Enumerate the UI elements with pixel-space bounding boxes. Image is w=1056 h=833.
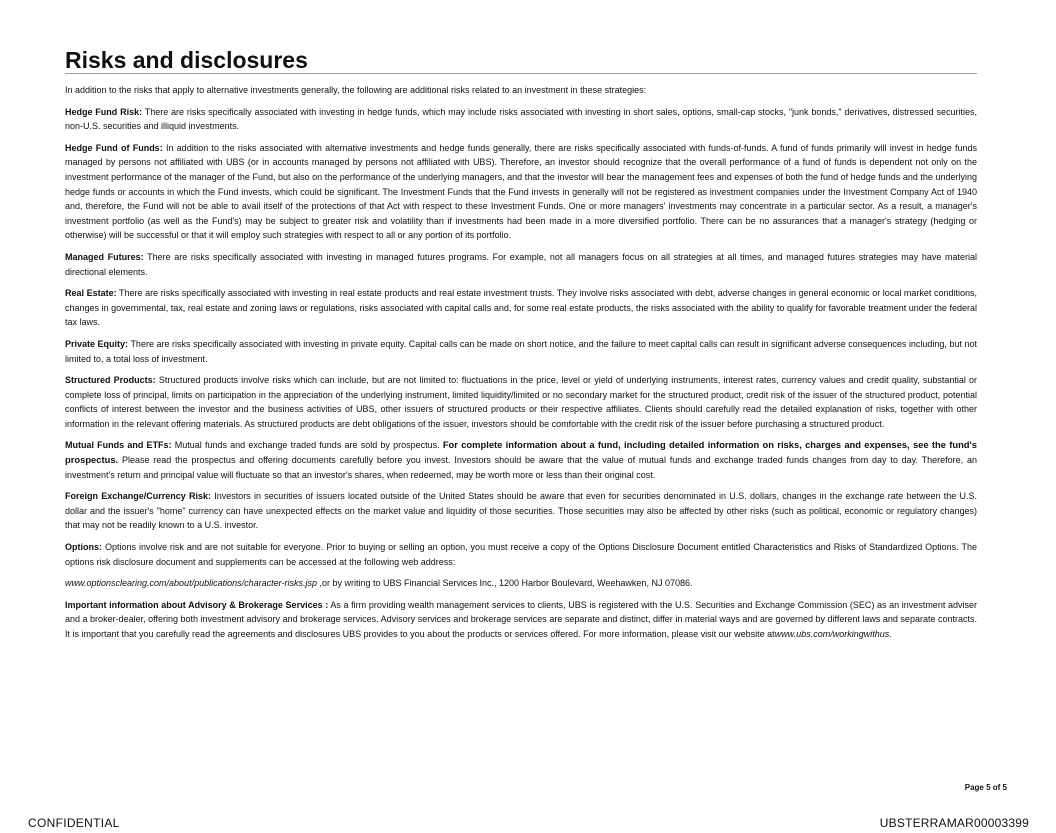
section-heading: Hedge Fund of Funds: — [65, 142, 163, 153]
intro-paragraph: In addition to the risks that apply to alternative investments generally, the following are additional risks related to an investment in these strategies: — [65, 85, 647, 95]
fx-risk-paragraph — [65, 489, 977, 533]
section-text: There are risks specifically associated with investing in hedge funds, which may include risks associated with investing in short sales, options, small-cap stocks, "junk bonds," derivatives, distressed securities, non-U.S. securities and illiquid investments. — [65, 106, 977, 132]
confidential-label: CONFIDENTIAL — [28, 816, 120, 830]
prospectus-emphasis: For complete information about a fund, including detailed information on risks, charges and expenses, see the fund's prospectus. — [65, 439, 977, 466]
section-text: In addition to the risks associated with alternative investments and hedge funds generally, there are risks specifically associated with funds-of-funds. A fund of funds primarily will invest in hedge funds managed by persons not affiliated with UBS (or in accounts managed by persons not affiliated with UBS). Therefore, an investor should recognize that the overall performance of a fund of funds is dependent not only on the investment performance of the manager of the Fund, but also on the performance of the underlying managers, and that the investor will bear the management fees and expenses of both the fund of hedge funds and the underlying hedge funds or accounts in which the Fund invests, which could be significant. The Investment Funds that the Fund invests in generally will not be registered as investment companies under the Investment Company Act of 1940 and, therefore, the Fund will not be able to avail itself of the protections of that Act with respect to these Investment Funds. One or more managers' investments may concentrate in a particular sector. As a result, a manager's investment portfolio (as well as the Fund's) may be subject to greater risk and volatility than if investments had been made in a more diversified portfolio. There can be no assurances that a manager's strategy (hedging or otherwise) will be successful or that it will employ such strategies with respect to all or any portion of its portfolio. — [65, 142, 978, 241]
title-divider — [65, 73, 977, 74]
section-text: There are risks specifically associated with investing in real estate products and real estate investment trusts. They involve risks associated with debt, adverse changes in general economic or local market conditions, changes in governmental, tax, real estate and zoning laws or regulations, risks associated with capital calls and, for some real estate products, the risks associated with the ability to qualify for favorable treatment under the federal tax laws. — [65, 288, 977, 328]
advisory-paragraph — [65, 598, 977, 642]
page-number: Page 5 of 5 — [964, 783, 1007, 792]
managed-futures-paragraph — [65, 250, 977, 279]
section-heading: Hedge Fund Risk: — [65, 106, 143, 117]
section-heading: Structured Products: — [65, 375, 156, 386]
section-heading: Important information about Advisory & Brokerage Services : — [65, 599, 329, 610]
options-web-address — [65, 576, 977, 591]
section-heading: Mutual Funds and ETFs: — [65, 440, 172, 451]
mutual-funds-paragraph — [65, 438, 977, 482]
structured-products-paragraph — [65, 373, 977, 431]
ubs-website-link[interactable]: www.ubs.com/workingwithus. — [774, 629, 892, 639]
bates-number: UBSTERRAMAR00003399 — [879, 816, 1029, 830]
section-text: Mutual funds and exchange traded funds are sold by prospectus. — [171, 440, 443, 451]
disclosures-page — [65, 47, 977, 649]
section-heading: Private Equity: — [65, 338, 129, 349]
hedge-fund-of-funds-paragraph — [65, 141, 977, 243]
section-heading: Options: — [65, 542, 102, 553]
page-title: Risks and disclosures — [65, 47, 308, 73]
section-heading: Foreign Exchange/Currency Risk: — [65, 491, 212, 502]
real-estate-paragraph — [65, 286, 977, 330]
section-text: There are risks specifically associated with investing in private equity. Capital calls can be made on short notice, and the failure to meet capital calls can result in significant adverse consequences including, but not limited to, a total loss of investment. — [65, 338, 977, 364]
hedge-fund-risk-paragraph — [65, 105, 977, 134]
section-text: Please read the prospectus and offering documents carefully before you invest. Investors should be aware that the value of mutual funds and exchange traded funds changes from day to day. Therefore, an investment's return and principal value will fluctuate so that an investor's shares, when redeemed, may be worth more or less than their original cost. — [65, 455, 977, 480]
section-text: As a firm providing wealth management services to clients, UBS is registered with the U.S. Securities and Exchange Commission (SEC) as an investment adviser and a broker-dealer, offering both investment advisory and brokerage services. Advisory services and brokerage services are separate and distinct, differ in material ways and are governed by different laws and separate contracts. It is important that you carefully read the agreements and disclosures UBS provides to you about the products or services offered. For more information, please visit our website at — [65, 599, 977, 639]
section-text: There are risks specifically associated with investing in managed futures programs. For example, not all managers focus on all strategies at all times, and managed futures strategies may have material directional elements. — [65, 251, 978, 277]
private-equity-paragraph — [65, 337, 977, 366]
section-heading: Managed Futures: — [65, 251, 144, 262]
section-heading: Real Estate: — [65, 288, 117, 299]
options-paragraph — [65, 540, 977, 569]
mailing-address-text: ,or by writing to UBS Financial Services Inc., 1200 Harbor Boulevard, Weehawken, NJ 07086. — [316, 578, 693, 589]
section-text: Structured products involve risks which can include, but are not limited to: fluctuations in the price, level or yield of underlying instruments, interest rates, currency values and credit quality, substantial or complete loss of principal, limits on participation in the appreciation of the underlying instrument, limited liquidity/limited or no secondary market for the structured product, credit risk of the issuer of the structured product, potential conflicts of interest between the investor and the business activities of UBS, other issuers of structured products or their respective affiliates. Clients should carefully read the detailed explanation of risks, together with other information in the relevant offering materials. As structured products are debt obligations of the issuer, investors should be comfortable with the credit risk of the issuer before purchasing a structured product. — [65, 375, 977, 429]
options-url-link[interactable]: www.optionsclearing.com/about/publications/character-risks.jsp — [65, 578, 317, 589]
section-text: Options involve risk and are not suitable for everyone. Prior to buying or selling an option, you must receive a copy of the Options Disclosure Document entitled Characteristics and Risks of Standardized Options. The options risk disclosure document and supplements can be accessed at the following web address: — [65, 542, 977, 567]
section-text: Investors in securities of issuers located outside of the United States should be aware that even for securities denominated in U.S. dollars, changes in the exchange rate between the U.S. dollar and the issuer's "home" currency can have unexpected effects on the market value and liquidity of those securities. Those securities may also be affected by other risks (such as political, economic or regulatory changes) that may not be readily known to a U.S. investor. — [65, 491, 977, 531]
